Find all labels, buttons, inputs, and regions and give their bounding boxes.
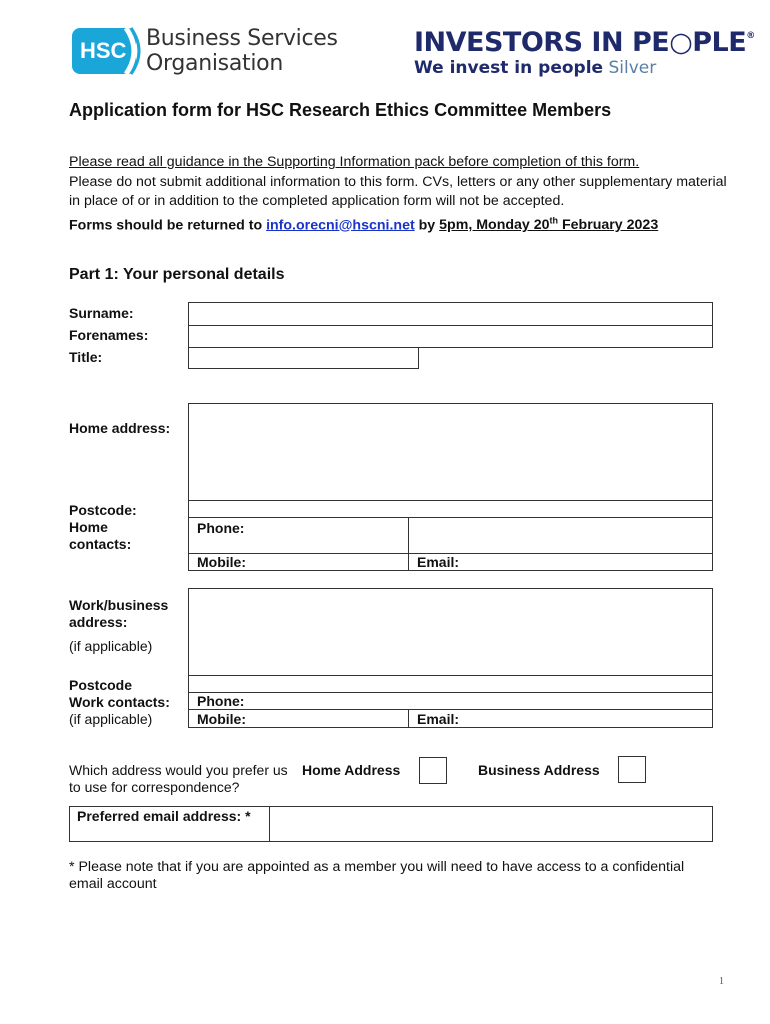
postcode-label: Postcode: (69, 502, 137, 518)
return-deadline (439, 217, 658, 233)
forenames-label: Forenames: (69, 327, 149, 343)
iip-registered-mark: ® (746, 31, 755, 41)
work-contacts-label: Work contacts: (69, 694, 170, 710)
preferred-email-label: Preferred email address: * (77, 808, 251, 824)
guidance-line-2: Please do not submit additional information to this form. CVs, letters or any other supplementary material in place of or in addition to the completed application form will not be accepted. (69, 173, 727, 209)
deadline-part-a: 5pm, Monday 20 (439, 217, 550, 234)
work-address-if-applicable: (if applicable) (69, 638, 153, 654)
work-address-field[interactable] (188, 588, 713, 676)
deadline-part-b: February 2023 (558, 217, 659, 234)
guidance-line-1: Please read all guidance in the Supporting Information pack before completion of this form. (69, 154, 640, 170)
form-title: Application form for HSC Research Ethics Committee Members (69, 100, 612, 120)
business-address-checkbox[interactable] (618, 756, 646, 783)
iip-tagline (414, 58, 656, 78)
home-phone-label: Phone: (197, 520, 245, 536)
preferred-email-field[interactable] (269, 806, 713, 842)
work-contacts-if-applicable: (if applicable) (69, 711, 153, 727)
home-address-field[interactable] (188, 403, 713, 501)
title-label: Title: (69, 349, 103, 365)
postcode-field[interactable] (188, 500, 713, 518)
guidance-text (69, 153, 729, 236)
work-mobile-label: Mobile: (197, 711, 246, 727)
return-by: by (414, 217, 440, 234)
work-postcode-field[interactable] (188, 675, 713, 693)
iip-tagline-level: Silver (608, 58, 657, 78)
bso-line-2: Organisation (146, 51, 283, 76)
hsc-logo-text: HSC (80, 38, 127, 63)
surname-field[interactable] (188, 302, 713, 326)
bso-line-1: Business Services (146, 26, 338, 51)
forenames-field[interactable] (188, 325, 713, 348)
deadline-sup: th (549, 215, 559, 226)
footnote: * Please note that if you are appointed as a member you will need to have access to a confidential email account (69, 859, 685, 892)
title-field[interactable] (188, 347, 419, 369)
work-postcode-label: Postcode (69, 677, 133, 693)
correspondence-question: Which address would you prefer us to use for correspondence? (69, 762, 288, 795)
home-address-label: Home address: (69, 420, 171, 436)
page-number: 1 (719, 976, 724, 987)
investors-in-people-logo (414, 27, 755, 58)
home-email-label: Email: (417, 554, 460, 570)
return-prefix: Forms should be returned to (69, 217, 267, 234)
work-email-label: Email: (417, 711, 460, 727)
hsc-swoosh-icon (122, 26, 144, 76)
home-address-option-label: Home Address (302, 762, 401, 778)
bso-logo-text (146, 26, 338, 76)
home-mobile-label: Mobile: (197, 554, 246, 570)
work-phone-label: Phone: (197, 693, 245, 709)
work-phone-field[interactable] (188, 692, 713, 710)
part1-heading: Part 1: Your personal details (69, 266, 285, 283)
guidance-return-line (69, 212, 729, 236)
work-address-label: Work/business address: (69, 597, 169, 630)
business-address-option-label: Business Address (478, 762, 600, 778)
home-address-checkbox[interactable] (419, 757, 447, 784)
iip-title: INVESTORS IN PE○PLE (414, 27, 747, 58)
surname-label: Surname: (69, 305, 134, 321)
return-email-link[interactable]: info.orecni@hscni.net (266, 217, 415, 234)
home-phone-extra-field[interactable] (408, 517, 713, 554)
iip-tagline-bold: We invest in people (414, 58, 604, 78)
home-contacts-label: Home contacts: (69, 519, 132, 552)
